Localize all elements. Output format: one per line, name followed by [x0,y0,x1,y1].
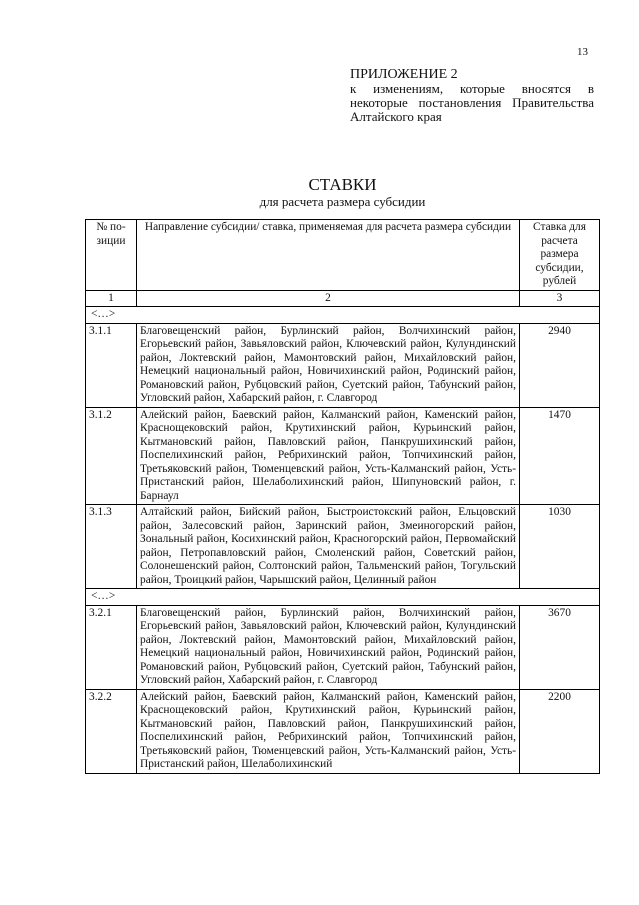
row-rate: 1470 [520,407,600,505]
table-row [86,407,600,505]
document-heading [0,176,639,209]
table-header-row [86,220,600,291]
row-text: Алейский район, Баевский район, Калманский район, Каменский район, Краснощековский район, Крутихинский район, Курьинский район, Кытмановский район, Павловский район, Панкрушихинский район, Поспелихинский район, Ребрихинский район, Топчихинский район, Третьяковский район, Тюменцевский район, Усть-Калманский район, Усть-Пристанский район, Шелаболихинский район, Шипуновский район, г. Барнаул [137,407,520,505]
ellipsis-cell: <…> [86,307,600,324]
row-text: Благовещенский район, Бурлинский район, Волчихинский район, Егорьевский район, Завьяловский район, Ключевский район, Кулундинский район, Локтевский район, Мамонтовский район, Михайловский район, Немецкий национальный район, Новичихинский район, Родинский район, Романовский район, Рубцовский район, Суетский район, Табунский район, Угловский район, Хабарский район, г. Славгород [137,323,520,407]
appendix-block [350,68,594,124]
page-number: 13 [577,46,588,58]
ellipsis-cell: <…> [86,589,600,606]
row-text: Благовещенский район, Бурлинский район, Волчихинский район, Егорьевский район, Завьяловский район, Ключевский район, Кулундинский район, Локтевский район, Мамонтовский район, Михайловский район, Немецкий национальный район, Новичихинский район, Родинский район, Романовский район, Рубцовский район, Суетский район, Табунский район, Угловский район, Хабарский район, г. Славгород [137,605,520,689]
row-number: 3.2.1 [86,605,137,689]
ellipsis-row [86,589,600,606]
column-number: 2 [137,290,520,307]
heading-subtitle: для расчета размера субсидии [259,194,426,209]
column-number: 3 [520,290,600,307]
header-direction: Направление субсидии/ ставка, применяемая для расчета размера субсидии [137,220,520,291]
row-number: 3.1.1 [86,323,137,407]
ellipsis-row [86,307,600,324]
row-number: 3.1.2 [86,407,137,505]
row-text: Алтайский район, Бийский район, Быстроистокский район, Ельцовский район, Залесовский район, Заринский район, Змеиногорский район, Зональный район, Косихинский район, Красногорский район, Первомайский район, Петропавловский район, Смоленский район, Советский район, Солонешенский район, Солтонский район, Тальменский район, Тогульский район, Троицкий район, Чарышский район, Целинный район [137,505,520,589]
table-row [86,689,600,773]
row-number: 3.1.3 [86,505,137,589]
row-rate: 2940 [520,323,600,407]
row-rate: 1030 [520,505,600,589]
row-rate: 3670 [520,605,600,689]
header-position: № по-зиции [86,220,137,291]
header-rate: Ставка для расчета размера субсидии, рублей [520,220,600,291]
row-number: 3.2.2 [86,689,137,773]
appendix-subtitle: к изменениям, которые вносятся в некоторые постановления Правительства Алтайского края [350,81,594,124]
rates-table [85,219,600,774]
table-row [86,323,600,407]
row-rate: 2200 [520,689,600,773]
column-number: 1 [86,290,137,307]
table-row [86,505,600,589]
column-numbering-row [86,290,600,307]
table-row [86,605,600,689]
heading-title: СТАВКИ [308,175,377,194]
appendix-title: ПРИЛОЖЕНИЕ 2 [350,67,458,82]
row-text: Алейский район, Баевский район, Калманский район, Каменский район, Краснощековский район, Крутихинский район, Курьинский район, Кытмановский район, Павловский район, Панкрушихинский район, Поспелихинский район, Ребрихинский район, Топчихинский район, Третьяковский район, Тюменцевский район, Усть-Калманский район, Усть-Пристанский район, Шелаболихинский [137,689,520,773]
